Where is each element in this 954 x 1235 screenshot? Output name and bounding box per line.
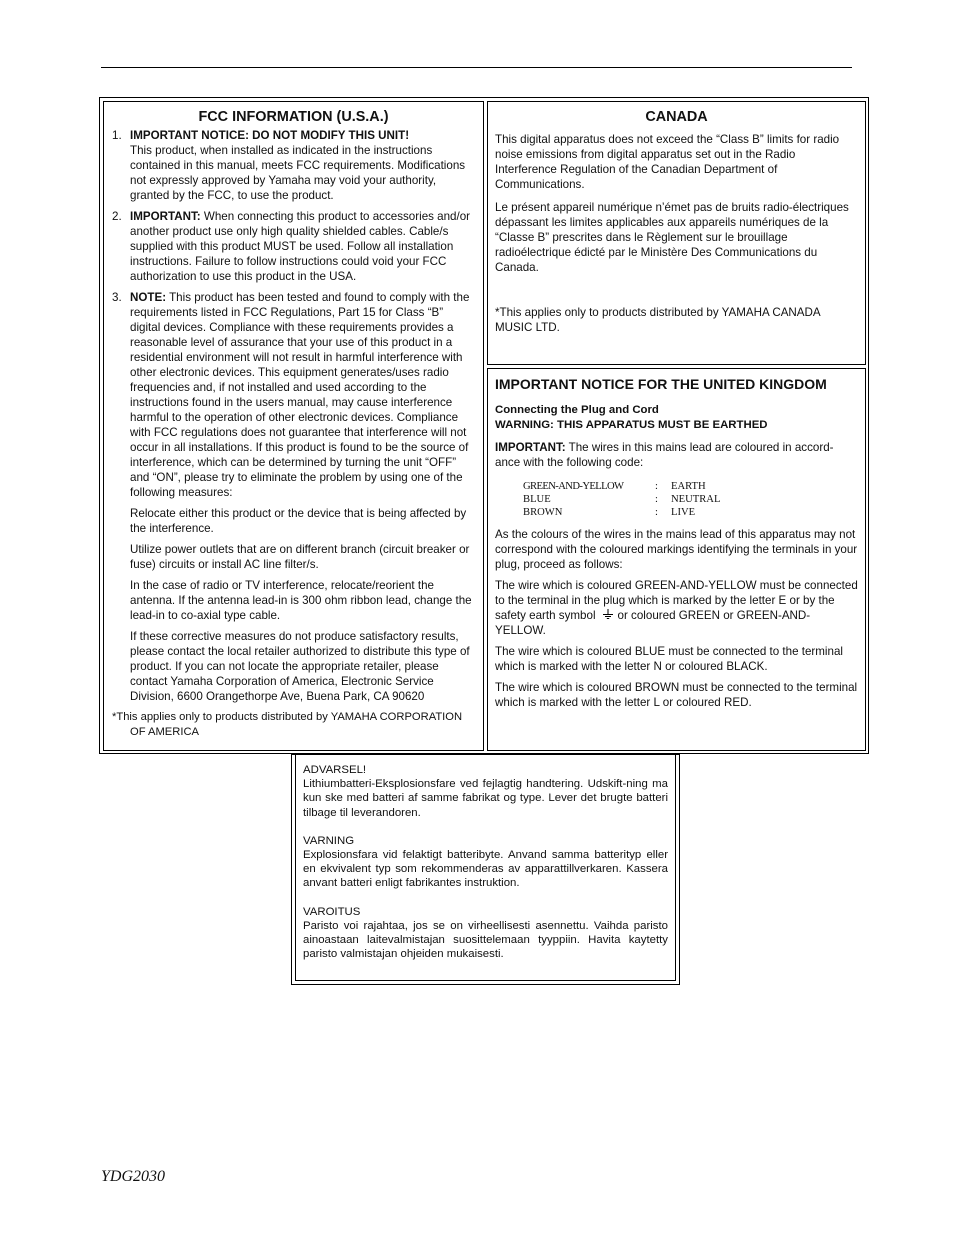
battery-warning-danish (303, 763, 668, 820)
fcc-item-number: 3. (112, 291, 122, 304)
fcc-measure: If these corrective measures do not produce satisfactory results, please contact the local retailer authorized to distribute this type of product. If you can not locate the appropriate retailer, please contact Yamaha Corporation of America, Electronic Service Division, 6600 Orangethorpe Ave, Buena Park, CA 90620 (130, 630, 470, 703)
wire-meaning: EARTH (671, 481, 706, 492)
wire-colour: BROWN (523, 507, 563, 518)
fcc-item-1 (112, 128, 475, 203)
warning-text: Explosionsfara vid felaktigt batteribyte. Anvand samma batterityp eller en ekvivalent typ som rekommenderas av apparattillverkaren. Kassera anvant batteri enligt fabrikantes instruktion. (303, 849, 668, 890)
fcc-measure: In the case of radio or TV interference, relocate/reorient the antenna. If the antenna lead-in is 300 ohm ribbon lead, change the lead-in to co-axial type cable. (130, 579, 472, 622)
uk-paragraph-colours: As the colours of the wires in the mains lead of this apparatus may not correspond with the coloured markings identifying the terminals in your plug, proceed as follows: (495, 528, 858, 571)
uk-paragraph-blue: The wire which is coloured BLUE must be connected to the terminal which is marked with the letter N or coloured BLACK. (495, 645, 843, 673)
wire-meaning: NEUTRAL (671, 494, 721, 505)
top-rule (101, 67, 852, 68)
wire-meaning: LIVE (671, 507, 696, 518)
wire-colour-separator: : (655, 481, 658, 492)
wire-colour-separator: : (655, 507, 658, 518)
uk-important (495, 440, 858, 470)
fcc-item-lead: IMPORTANT NOTICE: DO NOT MODIFY THIS UNIT! (130, 129, 410, 142)
earth-symbol-icon (602, 609, 614, 620)
fcc-panel (103, 101, 484, 751)
wire-colour: BLUE (523, 494, 551, 505)
fcc-item-text: This product, when installed as indicated in the instructions contained in this manual, meets FCC requirements. Modifications not expressly approved by Yamaha may void your authority, granted by the FCC, to use the product. (130, 144, 466, 202)
fcc-footnote: *This applies only to products distributed by YAMAHA CORPORATION OF AMERICA (112, 711, 463, 738)
wire-colour: GREEN-AND-YELLOW (523, 481, 624, 492)
fcc-item-text: When connecting this product to accessories and/or another product use only high quality shielded cables. Cable/s supplied with this product MUST be used. Follow all installation instructions. Failure to follow instructions could void your FCC authorization to use this product in the USA. (130, 210, 471, 283)
canada-panel (487, 101, 866, 365)
fcc-item-lead: IMPORTANT: (130, 210, 201, 223)
battery-warning-swedish (303, 834, 668, 891)
uk-important-lead: IMPORTANT: (495, 441, 566, 454)
fcc-item-3 (112, 290, 475, 500)
uk-panel (487, 368, 866, 751)
uk-heading-warning: WARNING: THIS APPARATUS MUST BE EARTHED (495, 418, 768, 431)
wire-colour-table (523, 480, 858, 519)
warning-heading: VARNING (303, 834, 355, 847)
warning-heading: ADVARSEL! (303, 764, 367, 776)
canada-title: CANADA (645, 109, 708, 125)
uk-heading-plug: Connecting the Plug and Cord (495, 404, 659, 416)
uk-paragraph-green: The wire which is coloured GREEN-AND-YELLOW must be connected to the terminal in the plug which is marked by the letter E or by the safety earth symbol or coloured GREEN or GREEN-AND-YELLOW. (495, 579, 858, 637)
uk-paragraph-brown: The wire which is coloured BROWN must be connected to the terminal which is marked with the letter L or coloured RED. (495, 681, 858, 709)
warning-heading: VAROITUS (303, 905, 361, 918)
fcc-item-number: 1. (112, 129, 122, 142)
uk-important-text: The wires in this mains lead are coloured in accord-ance with the following code: (495, 441, 834, 469)
fcc-measure: Utilize power outlets that are on different branch (circuit breaker or fuse) circuits or install AC line filter/s. (130, 543, 470, 571)
canada-note: *This applies only to products distributed by YAMAHA CANADA MUSIC LTD. (495, 306, 820, 334)
fcc-item-number: 2. (112, 210, 122, 223)
fcc-item-lead: NOTE: (130, 291, 167, 304)
wire-colour-row (523, 506, 858, 519)
warning-text: Lithiumbatteri-Eksplosionsfare ved fejlagtig handtering. Udskift-ning ma kun ske med batteri af samme fabrikat og type. Lever det brugte batteri tilbage til leverandoren. (303, 778, 668, 819)
wire-colour-row (523, 493, 858, 506)
wire-colour-row (523, 480, 858, 493)
warning-text: Paristo voi rajahtaa, jos se on virheellisesti asennettu. Vaihda paristo ainoastaan laitevalmistajan suosittelemaan tyyppiin. Havita kaytetty paristo valmistajan ohjeiden mukaisesti. (303, 919, 668, 961)
fcc-measure: Relocate either this product or the device that is being affected by the interference. (130, 507, 467, 535)
model-number: YDG2030 (101, 1168, 166, 1185)
uk-headings (495, 403, 858, 432)
fcc-item-text: This product has been tested and found to comply with the requirements listed in FCC Regulations, Part 15 for Class “B” digital devices. Compliance with these requirements provides a reasonable level of assurance that your use of this product in a residential environment will not result in harmful interference with other electronic devices. This equipment generates/uses radio frequencies and, if not installed and used according to the instructions found in the users manual, may cause interference harmful to the operation of other electronic devices. Compliance with FCC regulations does not guarantee that interference will not occur in all installations. If this product is found to be the source of interference, which can be determined by turning the unit “OFF” and “ON”, please try to eliminate the problem by using one of the following measures: (130, 291, 470, 499)
wire-colour-separator: : (655, 494, 658, 505)
fcc-title: FCC INFORMATION (U.S.A.) (198, 109, 389, 125)
battery-warning-finnish (303, 905, 668, 962)
battery-warning-panel (295, 755, 676, 981)
canada-paragraph-french: Le présent appareil numérique n’émet pas de bruits radio-électriques dépassant les limites applicables aux appareils numériques de la “Classe B” prescrites dans le Règlement sur le brouillage radioélectrique édicté par le Ministère Des Communications du Canada. (495, 201, 849, 274)
canada-paragraph-english: This digital apparatus does not exceed the “Class B” limits for radio noise emissions from digital apparatus set out in the Radio Interference Regulation of the Canadian Department of Communications. (495, 133, 840, 191)
fcc-item-2 (112, 209, 475, 284)
uk-title: IMPORTANT NOTICE FOR THE UNITED KINGDOM (495, 376, 827, 392)
